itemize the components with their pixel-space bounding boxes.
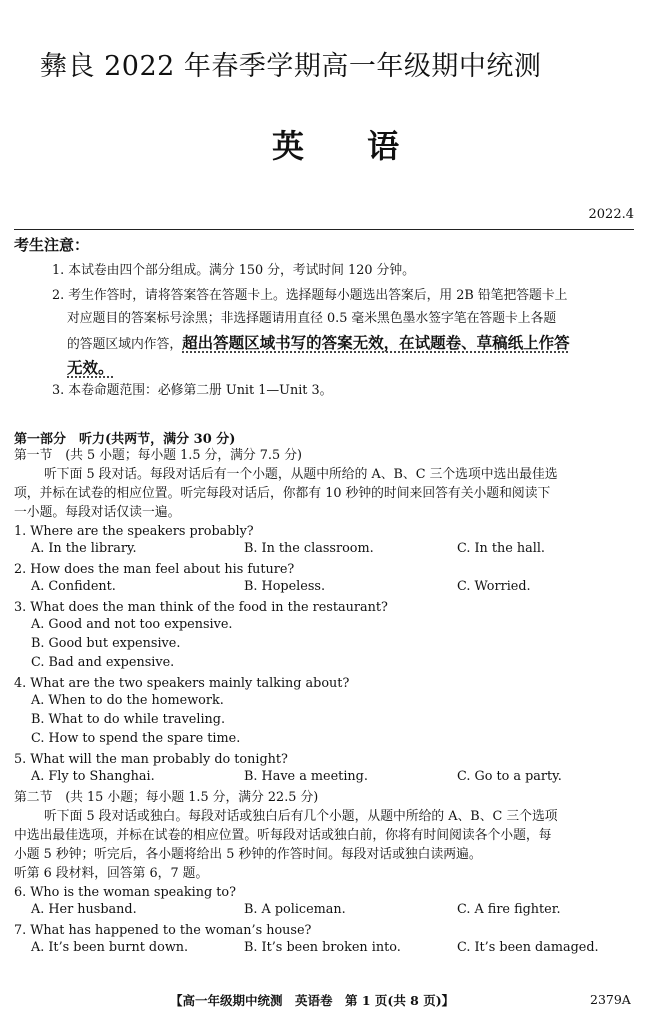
exam-title: 彝良 2022 年春季学期高一年级期中统测	[40, 51, 542, 82]
question-5: 5. What will the man probably do tonight?	[14, 752, 288, 767]
subject-title: 英 语	[272, 127, 426, 165]
notice-heading: 考生注意：	[14, 236, 90, 254]
question-1-option-c: C. In the hall.	[457, 541, 545, 556]
section-1-instruction-line-3: 一小题。每段对话仅读一遍。	[14, 505, 181, 520]
question-7-option-b: B. It’s been broken into.	[244, 940, 401, 955]
notice-item-2-line-3-plain: 的答题区域内作答，	[67, 337, 183, 352]
section-1-instruction-line-1: 听下面 5 段对话。每段对话后有一个小题，从题中所给的 A、B、C 三个选项中选出最佳选	[44, 467, 558, 482]
question-1-option-b: B. In the classroom.	[244, 541, 374, 556]
header-rule	[14, 229, 634, 230]
section-2-heading: 第二节 (共 15 小题；每小题 1.5 分，满分 22.5 分)	[14, 790, 319, 805]
question-2: 2. How does the man feel about his future?	[14, 562, 295, 577]
question-3: 3. What does the man think of the food in the restaurant?	[14, 600, 388, 615]
exam-date: 2022.4	[588, 207, 634, 222]
question-4: 4. What are the two speakers mainly talking about?	[14, 676, 350, 691]
section-2-instruction-line-2: 中选出最佳选项，并标在试卷的相应位置。听每段对话或独白前，你将有时间阅读各个小题，每	[14, 828, 552, 843]
question-4-option-a: A. When to do the homework.	[31, 693, 224, 708]
question-6-option-a: A. Her husband.	[31, 902, 137, 917]
question-7: 7. What has happened to the woman’s house?	[14, 923, 312, 938]
section-2-instruction-line-3: 小题 5 秒钟；听完后，各小题将给出 5 秒钟的作答时间。每段对话或独白读两遍。	[14, 847, 482, 862]
question-4-option-b: B. What to do while traveling.	[31, 712, 226, 727]
notice-item-2-line-3	[67, 331, 570, 354]
question-2-option-a: A. Confident.	[31, 579, 116, 594]
page-footer: 【高一年级期中统测 英语卷 第 1 页(共 8 页)】	[170, 993, 455, 1008]
question-6: 6. Who is the woman speaking to?	[14, 885, 236, 900]
notice-item-3: 3. 本卷命题范围：必修第二册 Unit 1—Unit 3。	[52, 383, 333, 398]
notice-item-2-line-1: 2. 考生作答时，请将答案答在答题卡上。选择题每小题选出答案后，用 2B 铅笔把答题卡上	[52, 288, 568, 303]
question-4-option-c: C. How to spend the spare time.	[31, 731, 241, 746]
section-2-instruction-line-1: 听下面 5 段对话或独白。每段对话或独白后有几个小题，从题中所给的 A、B、C 三个选项	[44, 809, 558, 824]
section-1-heading: 第一节 (共 5 小题；每小题 1.5 分，满分 7.5 分)	[14, 448, 302, 463]
question-3-option-a: A. Good and not too expensive.	[31, 617, 233, 632]
question-3-option-b: B. Good but expensive.	[31, 636, 181, 651]
notice-item-1: 1. 本试卷由四个部分组成。满分 150 分，考试时间 120 分钟。	[52, 263, 415, 278]
section-2-instruction-line-4: 听第 6 段材料，回答第 6，7 题。	[14, 866, 209, 881]
question-2-option-c: C. Worried.	[457, 579, 531, 594]
question-5-option-c: C. Go to a party.	[457, 769, 562, 784]
question-6-option-c: C. A fire fighter.	[457, 902, 561, 917]
question-5-option-a: A. Fly to Shanghai.	[31, 769, 155, 784]
question-2-option-b: B. Hopeless.	[244, 579, 326, 594]
paper-code: 2379A	[590, 992, 631, 1007]
question-7-option-a: A. It’s been burnt down.	[31, 940, 189, 955]
notice-item-2-line-2: 对应题目的答案标号涂黑；非选择题请用直径 0.5 毫米黑色墨水签字笔在答题卡上各题	[67, 311, 557, 326]
notice-warning-emphasis: 超出答题区域书写的答案无效，在试题卷、草稿纸上作答	[182, 334, 570, 352]
question-6-option-b: B. A policeman.	[244, 902, 346, 917]
part-1-heading: 第一部分 听力(共两节，满分 30 分)	[14, 432, 236, 447]
question-3-option-c: C. Bad and expensive.	[31, 655, 175, 670]
question-7-option-c: C. It’s been damaged.	[457, 940, 599, 955]
notice-warning-end: 无效。	[67, 359, 114, 377]
question-5-option-b: B. Have a meeting.	[244, 769, 368, 784]
question-1: 1. Where are the speakers probably?	[14, 524, 254, 539]
question-1-option-a: A. In the library.	[31, 541, 137, 556]
section-1-instruction-line-2: 项，并标在试卷的相应位置。听完每段对话后，你都有 10 秒钟的时间来回答有关小题和阅读下	[14, 486, 551, 501]
